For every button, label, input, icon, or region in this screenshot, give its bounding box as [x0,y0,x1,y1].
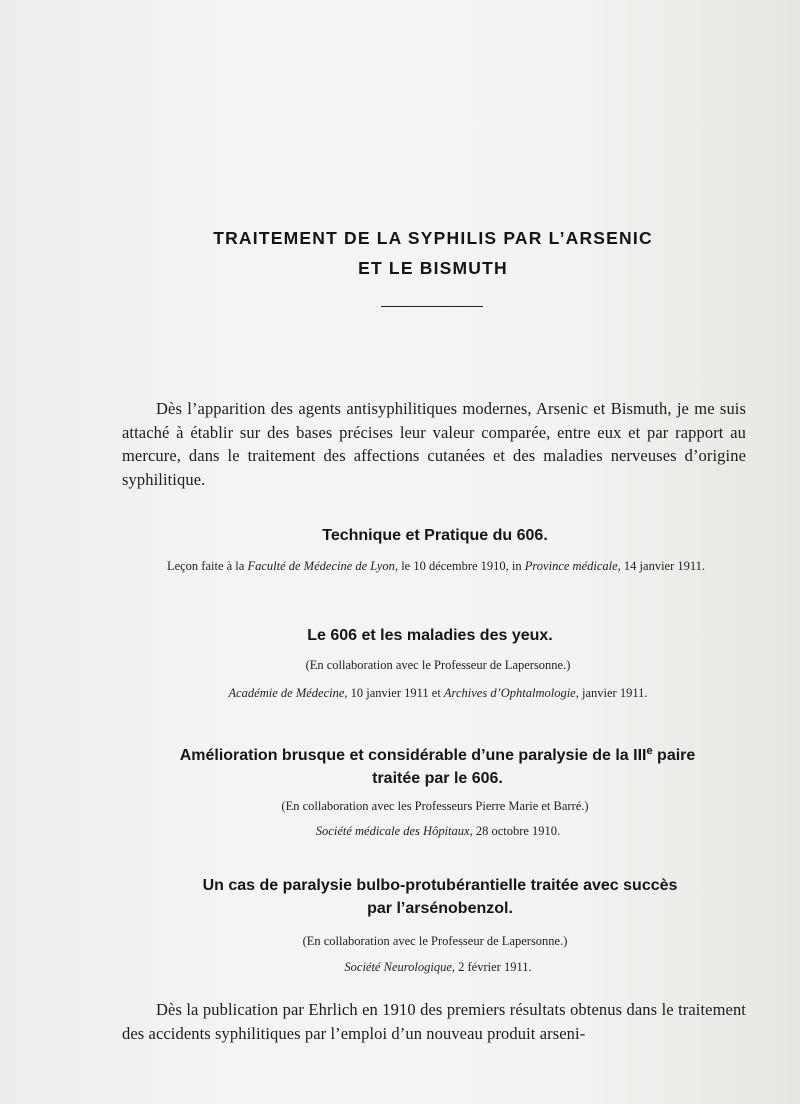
heading-text: Un cas de paralysie bulbo-protubérantielle traitée avec succès [202,877,678,894]
ref-venue: Académie de Médecine [228,686,345,700]
heading-text: traitée par le 606. [372,770,503,787]
entry-2-collab: (En collaboration avec le Professeur de Lapersonne.) [305,658,571,672]
entry-3-heading [110,740,765,790]
ref-journal: Province médicale [524,559,618,573]
heading-text: par l’arsénobenzol. [367,900,513,917]
title-rule [381,306,483,307]
intro-paragraph: Dès l’apparition des agents antisyphilitiques modernes, Arsenic et Bismuth, je me suis attaché à établir sur des bases précises leur valeur comparée, entre eux et par rapport au mercure, dans le traitement des affections cutanées et des maladies nerveuses d’origine syphilitique. [122,399,746,489]
closing-paragraph: Dès la publication par Ehrlich en 1910 des premiers résultats obtenus dans le traitement des accidents syphilitiques par l’emploi d’un nouveau produit arseni- [122,1000,746,1043]
entry-3-collab: (En collaboration avec les Professeurs Pierre Marie et Barré.) [281,799,589,813]
title-line-1: TRAITEMENT DE LA SYPHILIS PAR L’ARSENIC [213,228,653,248]
ref-journal: Archives d’Ophtalmologie [443,686,576,700]
ref-text: , le 10 décembre 1910, in [394,559,525,573]
ref-venue: Société Neurologique [344,960,452,974]
entry-2-heading: Le 606 et les maladies des yeux. [307,627,553,644]
ref-date: , 14 janvier 1911. [617,559,706,573]
heading-text: paire [652,747,696,764]
ref-date: , 28 octobre 1910. [469,824,561,838]
ref-venue: Faculté de Médecine de Lyon [247,559,395,573]
entry-4-collab: (En collaboration avec le Professeur de Lapersonne.) [302,934,568,948]
ref-date: , janvier 1911. [575,686,648,700]
heading-sup: e [646,745,653,757]
entry-4-reference [150,958,726,977]
ref-text: , 10 janvier 1911 et [344,686,444,700]
entry-1-heading: Technique et Pratique du 606. [322,527,548,544]
ref-text: Leçon faite à la [166,559,248,573]
entry-1-reference [148,557,724,576]
entry-3-reference [150,822,726,841]
ref-venue: Société médicale des Hôpitaux [315,824,470,838]
entry-2-reference [150,684,726,703]
title-line-2: ET LE BISMUTH [358,258,508,278]
entry-4-heading [120,874,760,920]
heading-text: Amélioration brusque et considérable d’une paralysie de la III [179,747,647,764]
ref-date: , 2 février 1911. [451,960,532,974]
